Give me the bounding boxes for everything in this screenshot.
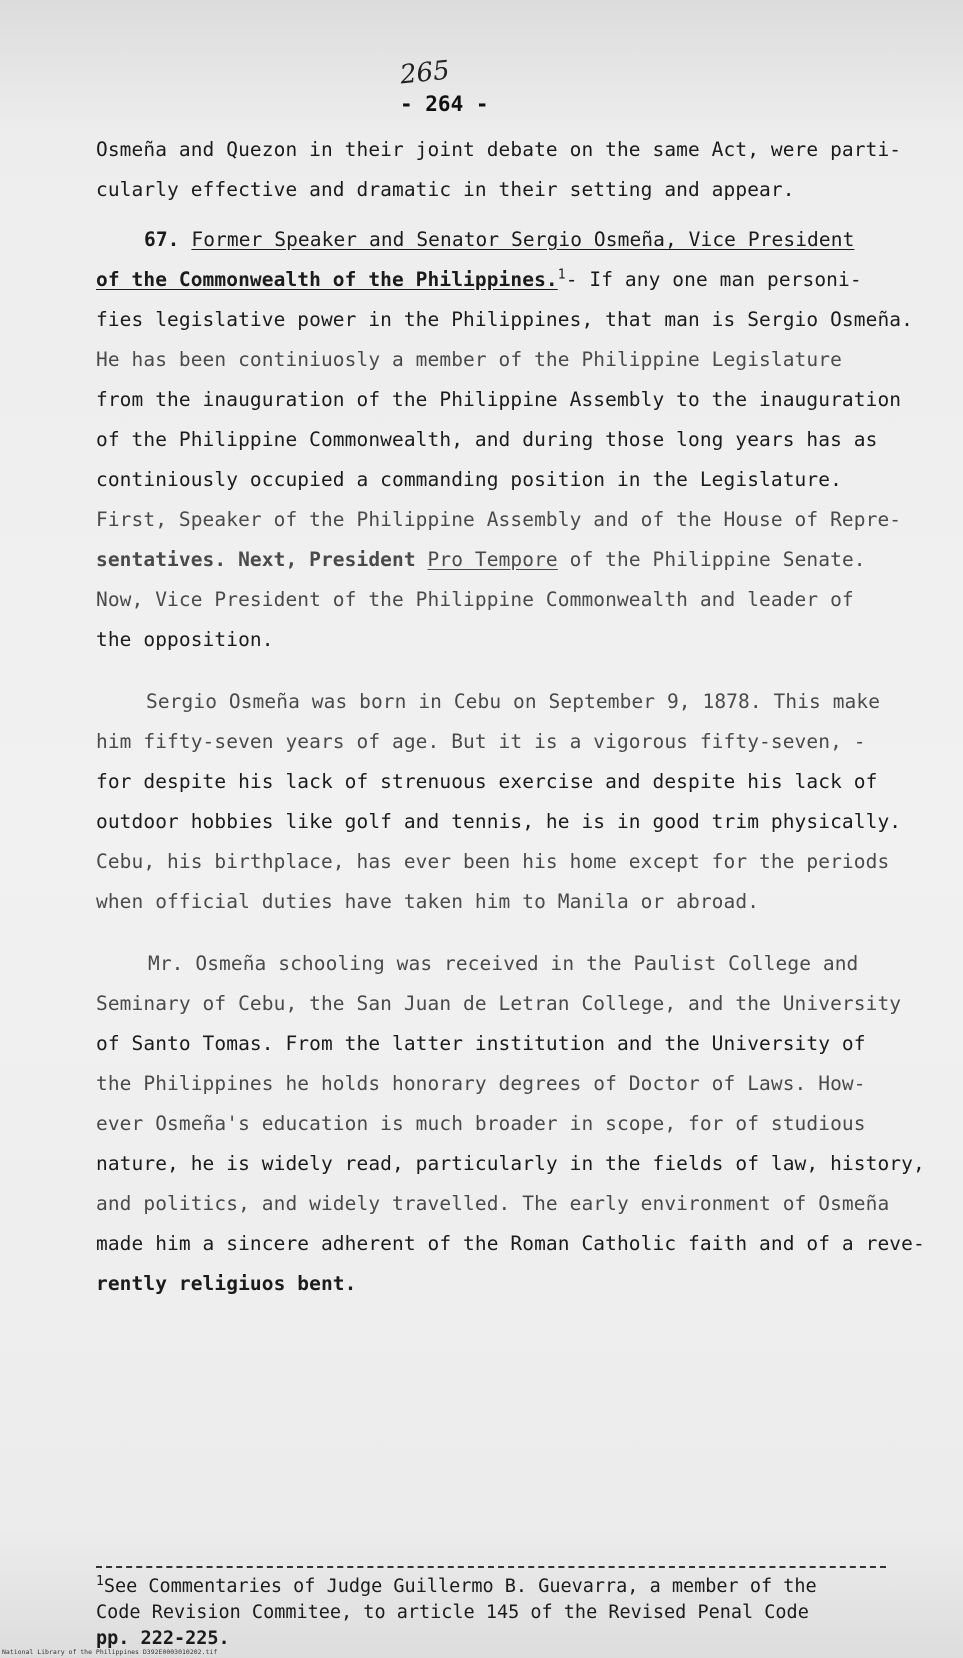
section-heading-line bbox=[96, 260, 906, 300]
text-line: ever Osmeña's education is much broader in scope, for of studious bbox=[96, 1112, 866, 1135]
footnote-line: Code Revision Commitee, to article 145 of the Revised Penal Code bbox=[96, 1602, 809, 1623]
text-line: fies legislative power in the Philippines, that man is Sergio Osmeña. bbox=[96, 308, 913, 331]
footnote bbox=[96, 1574, 916, 1652]
text-line: for despite his lack of strenuous exercise and despite his lack of bbox=[96, 770, 878, 793]
italic-term: Pro Tempore bbox=[427, 548, 558, 571]
footnote-ref: 1 bbox=[557, 267, 566, 283]
text-span: - If any one man personi- bbox=[565, 268, 862, 291]
footnote-marker: 1 bbox=[96, 1573, 104, 1589]
section-heading-cont: of the Commonwealth of the Philippines. bbox=[96, 268, 558, 291]
text-line: from the inauguration of the Philippine Assembly to the inauguration bbox=[96, 388, 902, 411]
section-heading: Former Speaker and Senator Sergio Osmeña, Vice President bbox=[191, 228, 855, 251]
text-line bbox=[96, 540, 906, 580]
text-span: of the Philippine Senate. bbox=[557, 548, 866, 571]
page-number: - 264 - bbox=[400, 92, 489, 116]
text-line: Sergio Osmeña was born in Cebu on September 9, 1878. This make bbox=[146, 690, 881, 713]
text-line: First, Speaker of the Philippine Assembly and of the House of Repre- bbox=[96, 508, 902, 531]
text-line: Now, Vice President of the Philippine Commonwealth and leader of bbox=[96, 588, 854, 611]
text-line: him fifty-seven years of age. But it is a vigorous fifty-seven, - bbox=[96, 730, 866, 753]
text-line: continiously occupied a commanding position in the Legislature. bbox=[96, 468, 842, 491]
text-line: Cebu, his birthplace, has ever been his home except for the periods bbox=[96, 850, 890, 873]
text-line: rently religiuos bent. bbox=[96, 1272, 357, 1295]
section-heading-line bbox=[96, 220, 906, 260]
text-line: when official duties have taken him to Manila or abroad. bbox=[96, 890, 760, 913]
text-line: Mr. Osmeña schooling was received in the Paulist College and bbox=[148, 952, 859, 975]
text-line: outdoor hobbies like golf and tennis, he is in good trim physically. bbox=[96, 810, 902, 833]
footnote-line: pp. 222-225. bbox=[96, 1628, 230, 1649]
text-line: of Santo Tomas. From the latter institution and the University of bbox=[96, 1032, 866, 1055]
text-line: nature, he is widely read, particularly in the fields of law, history, bbox=[96, 1152, 925, 1175]
text-line: He has been continiuosly a member of the Philippine Legislature bbox=[96, 348, 842, 371]
text-line: of the Philippine Commonwealth, and during those long years has as bbox=[96, 428, 878, 451]
text-line: the Philippines he holds honorary degrees of Doctor of Laws. How- bbox=[96, 1072, 866, 1095]
text-line: cularly effective and dramatic in their setting and appear. bbox=[96, 178, 795, 201]
footnote-text: See Commentaries of Judge Guillermo B. Guevarra, a member of the bbox=[103, 1576, 817, 1597]
handwritten-page-number: 265 bbox=[398, 55, 452, 91]
text-line: the opposition. bbox=[96, 628, 274, 651]
footnote-line bbox=[96, 1574, 916, 1600]
body-text bbox=[96, 130, 925, 1304]
text-line: and politics, and widely travelled. The early environment of Osmeña bbox=[96, 1192, 890, 1215]
footnote-separator bbox=[96, 1566, 886, 1568]
text-line: made him a sincere adherent of the Roman Catholic faith and of a reve- bbox=[96, 1232, 925, 1255]
text-line: Osmeña and Quezon in their joint debate on the same Act, were parti- bbox=[96, 138, 902, 161]
text-span: sentatives. Next, President bbox=[96, 548, 428, 571]
section-number: 67. bbox=[144, 228, 180, 251]
archive-footer: National Library of the Philippines D392E0003010202.tif bbox=[2, 1648, 218, 1656]
text-line: Seminary of Cebu, the San Juan de Letran College, and the University bbox=[96, 992, 902, 1015]
